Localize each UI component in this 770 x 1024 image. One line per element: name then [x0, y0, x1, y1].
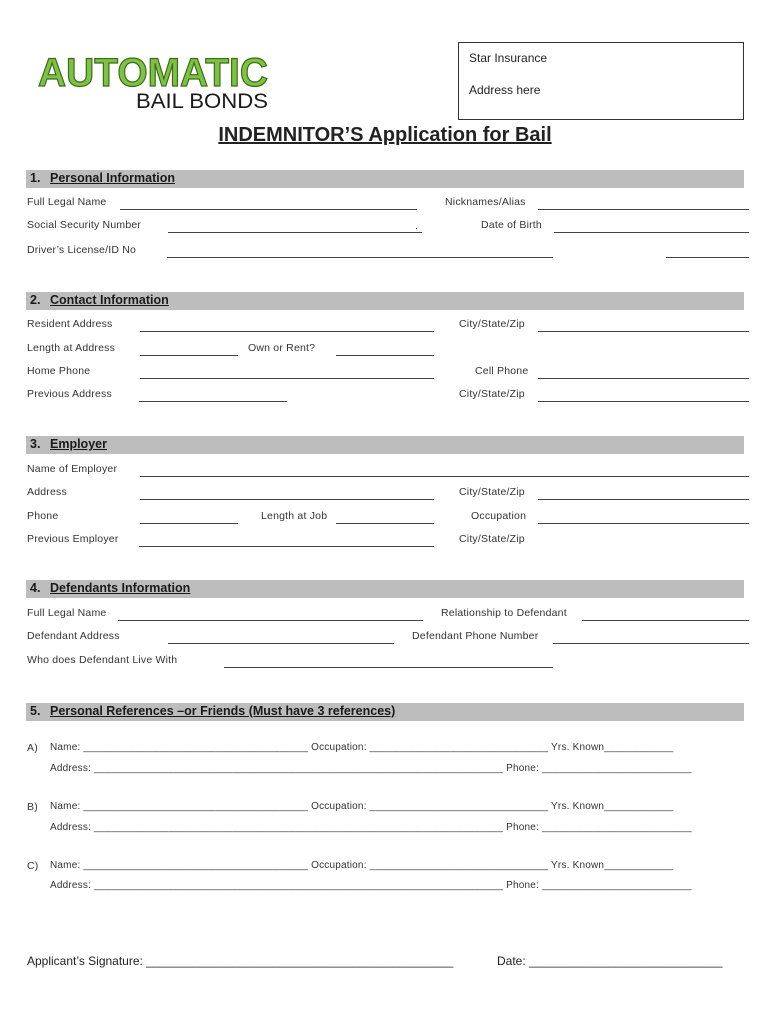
section-title: Personal References –or Friends (Must have 3 references) [50, 704, 396, 718]
label-defendant-phone: Defendant Phone Number [412, 630, 539, 642]
label-nicknames: Nicknames/Alias [445, 196, 526, 208]
page-title: INDEMNITOR’S Application for Bail [218, 124, 552, 146]
label-dob: Date of Birth [481, 219, 542, 231]
label-employer-address: Address [27, 486, 67, 498]
section-title: Contact Information [50, 293, 169, 307]
field-ssn[interactable] [168, 232, 422, 233]
logo-line1: AUTOMATIC [38, 51, 268, 95]
field-city-state-zip-2[interactable] [538, 401, 749, 402]
label-length-at-address: Length at Address [27, 342, 116, 354]
signature-line[interactable]: Applicant’s Signature: ______________________________________________ [27, 954, 454, 968]
label-ssn: Social Security Number [27, 219, 142, 231]
field-previous-address[interactable] [139, 401, 287, 402]
field-full-legal-name[interactable] [120, 209, 417, 210]
section-header-employer [26, 436, 744, 454]
section-number: 2. [30, 293, 41, 307]
field-city-state-zip[interactable] [538, 331, 749, 332]
label-own-or-rent: Own or Rent? [248, 342, 316, 354]
label-employer-city-state-zip: City/State/Zip [459, 486, 525, 498]
field-resident-address[interactable] [140, 331, 434, 332]
reference-a-address-line[interactable]: Address: _______________________________________________________________________ Phone: __________________________ [50, 763, 692, 774]
field-license[interactable] [167, 257, 553, 258]
field-length-at-address[interactable] [140, 355, 238, 356]
field-license-state[interactable] [666, 257, 749, 258]
reference-b-name-line[interactable]: Name: _______________________________________ Occupation: _______________________________ Yrs. Known____________ [50, 801, 674, 812]
label-employer-phone: Phone [27, 510, 59, 522]
section-number: 1. [30, 171, 41, 185]
reference-letter-c: C) [27, 860, 39, 872]
logo-line2: BAIL BONDS [136, 90, 268, 112]
field-home-phone[interactable] [140, 378, 434, 379]
field-lives-with[interactable] [224, 667, 553, 668]
field-length-at-job[interactable] [336, 523, 434, 524]
label-defendant-full-legal-name: Full Legal Name [27, 607, 107, 619]
reference-c-address-line[interactable]: Address: _______________________________________________________________________ Phone: __________________________ [50, 880, 692, 891]
ssn-dot: . [415, 220, 419, 232]
label-license: Driver’s License/ID No [27, 244, 137, 256]
label-city-state-zip-2: City/State/Zip [459, 388, 525, 400]
label-prev-employer-city-state-zip: City/State/Zip [459, 533, 525, 545]
label-length-at-job: Length at Job [261, 510, 328, 522]
field-defendant-phone[interactable] [553, 643, 749, 644]
section-header-contact [26, 292, 744, 310]
date-line[interactable]: Date: _____________________________ [497, 954, 723, 968]
section-title: Personal Information [50, 171, 176, 185]
field-occupation[interactable] [538, 523, 749, 524]
label-resident-address: Resident Address [27, 318, 113, 330]
field-employer-city-state-zip[interactable] [538, 499, 749, 500]
field-relationship[interactable] [582, 620, 749, 621]
company-info-box [458, 42, 744, 120]
reference-b-address-line[interactable]: Address: _______________________________________________________________________ Phone: __________________________ [50, 822, 692, 833]
field-name-of-employer[interactable] [140, 476, 749, 477]
reference-a-name-line[interactable]: Name: _______________________________________ Occupation: _______________________________ Yrs. Known____________ [50, 742, 674, 753]
label-lives-with: Who does Defendant Live With [27, 654, 178, 666]
field-dob[interactable] [554, 232, 749, 233]
field-own-or-rent[interactable] [336, 355, 434, 356]
label-previous-employer: Previous Employer [27, 533, 119, 545]
field-nicknames[interactable] [538, 209, 749, 210]
label-full-legal-name: Full Legal Name [27, 196, 107, 208]
label-defendant-address: Defendant Address [27, 630, 120, 642]
section-title: Employer [50, 437, 107, 451]
section-header-references [26, 703, 744, 721]
company-name: Star Insurance [469, 51, 548, 65]
field-employer-address[interactable] [140, 499, 434, 500]
company-address: Address here [469, 83, 541, 97]
section-number: 4. [30, 581, 41, 595]
label-name-of-employer: Name of Employer [27, 463, 118, 475]
label-occupation: Occupation [471, 510, 527, 522]
logo-graphic [36, 46, 272, 112]
section-number: 5. [30, 704, 41, 718]
label-previous-address: Previous Address [27, 388, 112, 400]
reference-letter-a: A) [27, 742, 38, 754]
company-logo [36, 46, 272, 112]
field-defendant-full-legal-name[interactable] [118, 620, 423, 621]
field-employer-phone[interactable] [140, 523, 238, 524]
label-city-state-zip: City/State/Zip [459, 318, 525, 330]
field-defendant-address[interactable] [168, 643, 394, 644]
section-header-personal [26, 170, 744, 188]
label-relationship: Relationship to Defendant [441, 607, 567, 619]
section-number: 3. [30, 437, 41, 451]
reference-c-name-line[interactable]: Name: _______________________________________ Occupation: _______________________________ Yrs. Known____________ [50, 860, 674, 871]
reference-letter-b: B) [27, 801, 38, 813]
label-home-phone: Home Phone [27, 365, 91, 377]
field-cell-phone[interactable] [538, 378, 749, 379]
label-cell-phone: Cell Phone [475, 365, 529, 377]
field-previous-employer[interactable] [139, 546, 434, 547]
section-header-defendant [26, 580, 744, 598]
section-title: Defendants Information [50, 581, 191, 595]
